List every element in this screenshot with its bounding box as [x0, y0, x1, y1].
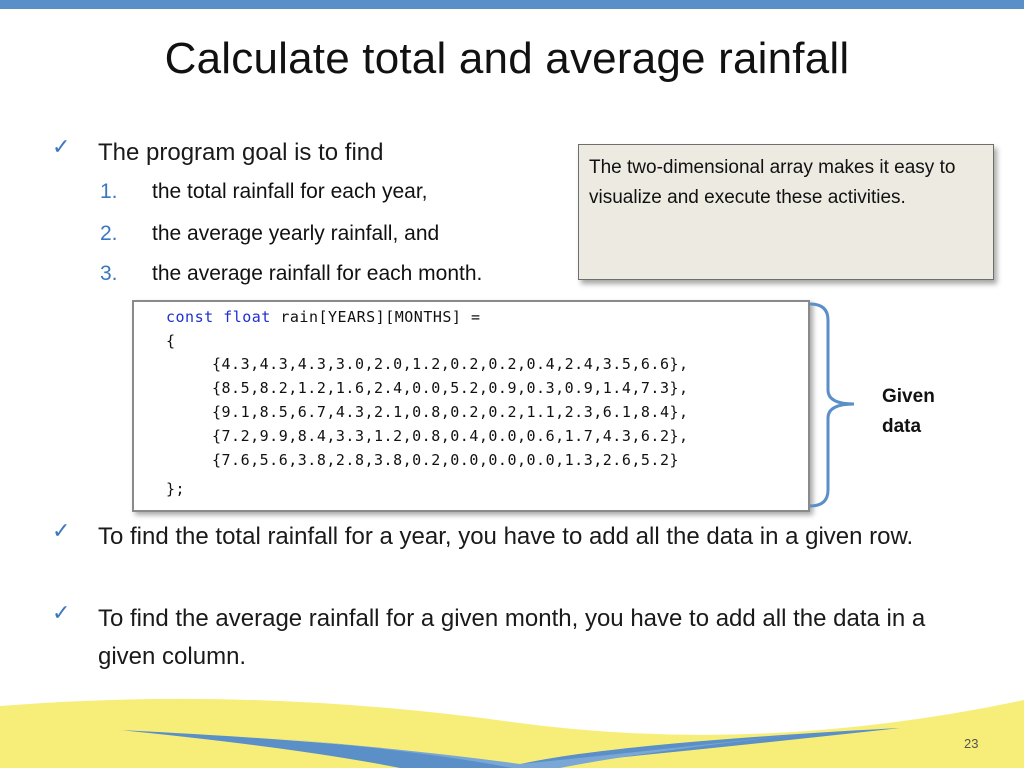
code-close: };	[166, 480, 186, 498]
code-decl-text: rain[YEARS][MONTHS] =	[280, 308, 481, 326]
goal-number: 2.	[100, 222, 118, 245]
given-data-label	[882, 382, 962, 442]
goal-item	[100, 262, 482, 286]
goal-item	[100, 222, 439, 246]
checkmark-icon: ✓	[52, 134, 71, 159]
goal-text: the total rainfall for each year,	[152, 180, 428, 203]
bullet-average	[52, 600, 982, 676]
bullet-text: To find the total rainfall for a year, you have to add all the data in a given row.	[98, 523, 914, 550]
bullet-total	[52, 518, 982, 556]
bullet-text: The program goal is to find	[98, 139, 384, 166]
bullet-text: To find the average rainfall for a given month, you have to add all the data in a given column.	[98, 605, 926, 670]
checkmark-icon: ✓	[52, 600, 71, 625]
goal-text: the average rainfall for each month.	[152, 262, 483, 285]
goal-number: 1.	[100, 180, 118, 203]
given-label-line2: data	[882, 416, 922, 437]
bullet-goal	[52, 134, 383, 172]
code-row: {4.3,4.3,4.3,3.0,2.0,1.2,0.2,0.2,0.4,2.4,3.5,6.6},	[212, 355, 689, 373]
goal-item	[100, 180, 428, 204]
goal-number: 3.	[100, 262, 118, 285]
keyword-const: const	[166, 308, 214, 326]
callout-box: The two-dimensional array makes it easy to visualize and execute these activities.	[578, 144, 994, 280]
goal-text: the average yearly rainfall, and	[152, 222, 440, 245]
top-accent-bar	[0, 0, 1024, 9]
given-label-line1: Given	[882, 386, 935, 407]
footer-wave	[0, 692, 1024, 768]
code-row: {9.1,8.5,6.7,4.3,2.1,0.8,0.2,0.2,1.1,2.3,6.1,8.4},	[212, 403, 689, 421]
keyword-float: float	[223, 308, 271, 326]
code-snippet	[132, 300, 810, 512]
code-declaration	[166, 308, 481, 326]
code-row: {8.5,8.2,1.2,1.6,2.4,0.0,5.2,0.9,0.3,0.9,1.4,7.3},	[212, 379, 689, 397]
checkmark-icon: ✓	[52, 518, 71, 543]
code-open-brace: {	[166, 332, 176, 350]
code-row: {7.6,5.6,3.8,2.8,3.8,0.2,0.0,0.0,0.0,1.3,2.6,5.2}	[212, 451, 680, 469]
curly-brace	[800, 298, 860, 510]
page-number: 23	[964, 736, 979, 751]
slide-title: Calculate total and average rainfall	[164, 34, 850, 83]
code-row: {7.2,9.9,8.4,3.3,1.2,0.8,0.4,0.0,0.6,1.7,4.3,6.2},	[212, 427, 689, 445]
